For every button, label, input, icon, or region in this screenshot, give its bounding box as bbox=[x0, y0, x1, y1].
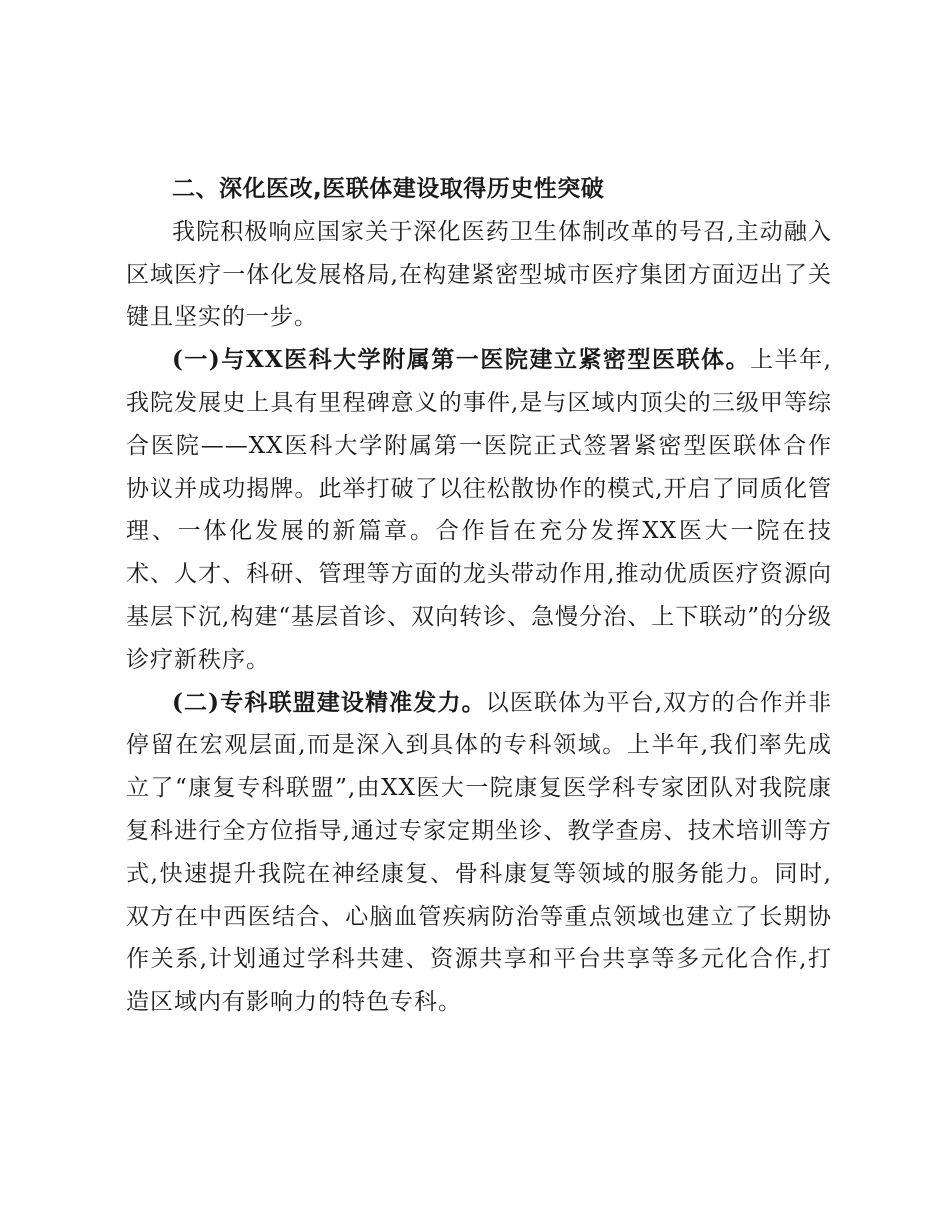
section-heading: 二、深化医改,医联体建设取得历史性突破 bbox=[172, 176, 605, 202]
subsection-1-body: 上半年,我院发展史上具有里程碑意义的事件,是与区域内顶尖的三级甲等综合医院——XX医科大学附属第一医院正式签署紧密型医联体合作协议并成功揭牌。此举打破了以往松散协作的模式,开启了同质化管理、一体化发展的新篇章。合作旨在充分发挥XX医大一院在技术、人才、科研、管理等方面的龙头带动作用,推动优质医疗资源向基层下沉,构建“基层首诊、双向转诊、急慢分治、上下联动”的分级诊疗新秩序。 bbox=[126, 347, 832, 673]
subsection-2-body: 以医联体为平台,双方的合作并非停留在宏观层面,而是深入到具体的专科领域。上半年,我们率先成立了“康复专科联盟”,由XX医大一院康复医学科专家团队对我院康复科进行全方位指导,通过专家定期坐诊、教学查房、技术培训等方式,快速提升我院在神经康复、骨科康复等领域的服务能力。同时,双方在中西医结合、心脑血管疾病防治等重点领域也建立了长期协作关系,计划通过学科共建、资源共享和平台共享等多元化合作,打造区域内有影响力的特色专科。 bbox=[126, 689, 833, 1016]
document-body bbox=[126, 168, 832, 1024]
subsection-2-paragraph bbox=[126, 682, 832, 1024]
subsection-1-paragraph bbox=[126, 339, 832, 681]
subsection-1-heading: (一)与XX医科大学附属第一医院建立紧密型医联体。 bbox=[172, 346, 751, 374]
subsection-2-heading: (二)专科联盟建设精准发力。 bbox=[172, 688, 486, 716]
intro-paragraph: 我院积极响应国家关于深化医药卫生体制改革的号召,主动融入区域医疗一体化发展格局,在构建紧密型城市医疗集团方面迈出了关键且坚实的一步。 bbox=[126, 218, 832, 331]
